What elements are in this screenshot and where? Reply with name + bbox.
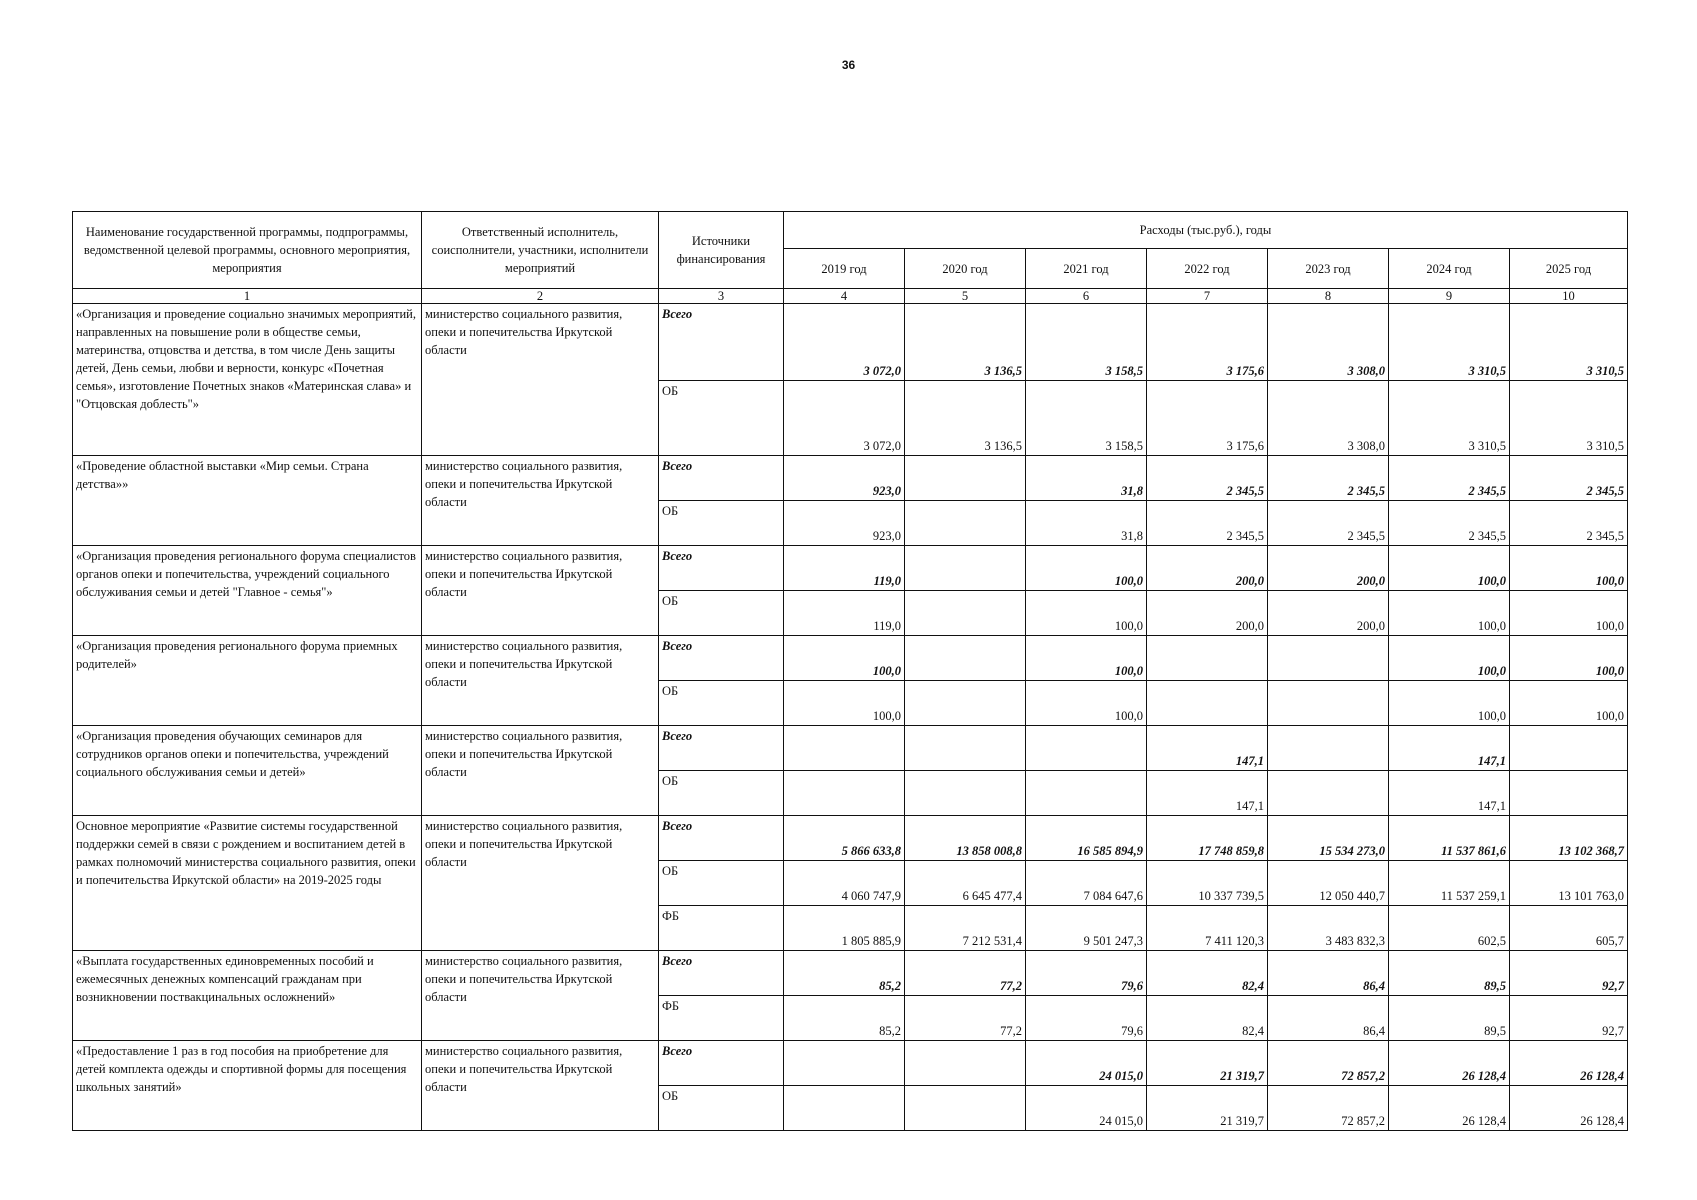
- expense-value: [1147, 681, 1268, 726]
- responsible-executor: министерство социального развития, опеки и попечительства Иркутской области: [422, 304, 659, 456]
- expense-value: 200,0: [1268, 546, 1389, 591]
- table-row: [73, 636, 1628, 681]
- expense-value: 3 175,6: [1147, 381, 1268, 456]
- expense-value: 4 060 747,9: [784, 861, 905, 906]
- expense-value: 3 308,0: [1268, 304, 1389, 381]
- column-number: 3: [659, 289, 784, 304]
- expense-value: 77,2: [905, 951, 1026, 996]
- expense-value: [905, 771, 1026, 816]
- header-year: 2023 год: [1268, 249, 1389, 289]
- expense-value: [1510, 726, 1628, 771]
- table-row: [73, 456, 1628, 501]
- expense-value: [1026, 726, 1147, 771]
- expense-value: [905, 681, 1026, 726]
- column-number: 1: [73, 289, 422, 304]
- expense-value: 200,0: [1147, 546, 1268, 591]
- expense-value: [1026, 771, 1147, 816]
- expense-value: 119,0: [784, 546, 905, 591]
- expense-value: 7 411 120,3: [1147, 906, 1268, 951]
- responsible-executor: министерство социального развития, опеки и попечительства Иркутской области: [422, 456, 659, 546]
- expense-value: 77,2: [905, 996, 1026, 1041]
- table-body: [73, 304, 1628, 1131]
- expense-value: 1 805 885,9: [784, 906, 905, 951]
- expense-value: 100,0: [1510, 636, 1628, 681]
- expense-value: 11 537 259,1: [1389, 861, 1510, 906]
- expense-value: 86,4: [1268, 996, 1389, 1041]
- expense-value: 13 858 008,8: [905, 816, 1026, 861]
- expense-value: [784, 726, 905, 771]
- expense-value: 100,0: [784, 681, 905, 726]
- expense-value: 7 212 531,4: [905, 906, 1026, 951]
- expense-value: 2 345,5: [1389, 501, 1510, 546]
- expense-value: 16 585 894,9: [1026, 816, 1147, 861]
- expense-value: [1510, 771, 1628, 816]
- expense-value: 6 645 477,4: [905, 861, 1026, 906]
- expense-value: [1147, 636, 1268, 681]
- funding-source: Всего: [659, 546, 784, 591]
- expense-value: 92,7: [1510, 951, 1628, 996]
- table-row: [73, 951, 1628, 996]
- expense-value: 15 534 273,0: [1268, 816, 1389, 861]
- expense-value: 100,0: [1389, 546, 1510, 591]
- expense-value: 3 308,0: [1268, 381, 1389, 456]
- header-year: 2021 год: [1026, 249, 1147, 289]
- page-number: 36: [841, 58, 856, 72]
- funding-source: Всего: [659, 951, 784, 996]
- table-row: [73, 304, 1628, 381]
- expense-value: 2 345,5: [1147, 501, 1268, 546]
- expense-value: 100,0: [1026, 546, 1147, 591]
- expense-value: 100,0: [1389, 681, 1510, 726]
- expense-value: 11 537 861,6: [1389, 816, 1510, 861]
- column-number: 6: [1026, 289, 1147, 304]
- funding-source: ФБ: [659, 996, 784, 1041]
- funding-source: ОБ: [659, 381, 784, 456]
- column-number: 4: [784, 289, 905, 304]
- expense-value: 200,0: [1147, 591, 1268, 636]
- expense-value: 85,2: [784, 951, 905, 996]
- expense-value: 10 337 739,5: [1147, 861, 1268, 906]
- expense-value: 2 345,5: [1147, 456, 1268, 501]
- expense-value: 82,4: [1147, 951, 1268, 996]
- expense-value: 147,1: [1147, 771, 1268, 816]
- expense-value: 100,0: [1510, 546, 1628, 591]
- expense-value: 24 015,0: [1026, 1086, 1147, 1131]
- expense-value: 2 345,5: [1268, 501, 1389, 546]
- expense-value: 79,6: [1026, 951, 1147, 996]
- expense-value: 100,0: [1389, 591, 1510, 636]
- table-row: [73, 816, 1628, 861]
- expense-value: [1268, 681, 1389, 726]
- expense-value: 119,0: [784, 591, 905, 636]
- expense-value: 24 015,0: [1026, 1041, 1147, 1086]
- expense-value: 3 310,5: [1510, 381, 1628, 456]
- funding-source: ФБ: [659, 906, 784, 951]
- responsible-executor: министерство социального развития, опеки и попечительства Иркутской области: [422, 1041, 659, 1131]
- expense-value: 13 102 368,7: [1510, 816, 1628, 861]
- expense-value: [905, 501, 1026, 546]
- expense-value: 3 072,0: [784, 381, 905, 456]
- measure-name: «Проведение областной выставки «Мир семьи. Страна детства»»: [73, 456, 422, 546]
- funding-source: ОБ: [659, 861, 784, 906]
- header-year: 2024 год: [1389, 249, 1510, 289]
- funding-source: Всего: [659, 726, 784, 771]
- column-number: 9: [1389, 289, 1510, 304]
- header-expenses: Расходы (тыс.руб.), годы: [784, 212, 1628, 249]
- expense-value: 3 072,0: [784, 304, 905, 381]
- expense-value: 13 101 763,0: [1510, 861, 1628, 906]
- funding-source: ОБ: [659, 501, 784, 546]
- expense-value: [784, 771, 905, 816]
- funding-source: Всего: [659, 636, 784, 681]
- expense-value: [905, 1041, 1026, 1086]
- measure-name: Основное мероприятие «Развитие системы государственной поддержки семей в связи с рождением и воспитанием детей в рамках полномочий министерства социального развития, опеки и попечительства Иркутской области» на 2019-2025 годы: [73, 816, 422, 951]
- expense-value: 100,0: [1389, 636, 1510, 681]
- funding-source: ОБ: [659, 1086, 784, 1131]
- expense-value: [905, 591, 1026, 636]
- expense-value: 147,1: [1147, 726, 1268, 771]
- column-number: 5: [905, 289, 1026, 304]
- expense-value: 100,0: [1026, 636, 1147, 681]
- expense-value: [1268, 636, 1389, 681]
- expense-value: 147,1: [1389, 771, 1510, 816]
- header-year: 2019 год: [784, 249, 905, 289]
- expense-value: 86,4: [1268, 951, 1389, 996]
- header-year: 2025 год: [1510, 249, 1628, 289]
- expense-value: [905, 726, 1026, 771]
- expense-value: 26 128,4: [1389, 1041, 1510, 1086]
- expense-value: 3 483 832,3: [1268, 906, 1389, 951]
- measure-name: «Организация и проведение социально значимых мероприятий, направленных на повышение роли в обществе семьи, материнства, отцовства и детства, в том числе День защиты детей, День семьи, любви и верности, конкурс «Почетная семья», изготовление Почетных знаков «Материнская слава» и "Отцовская доблесть"»: [73, 304, 422, 456]
- responsible-executor: министерство социального развития, опеки и попечительства Иркутской области: [422, 816, 659, 951]
- expense-value: [905, 1086, 1026, 1131]
- expense-value: 7 084 647,6: [1026, 861, 1147, 906]
- measure-name: «Организация проведения регионального форума специалистов органов опеки и попечительства, учреждений социального обслуживания семьи и детей "Главное - семья"»: [73, 546, 422, 636]
- expense-value: 3 310,5: [1389, 381, 1510, 456]
- expense-value: 200,0: [1268, 591, 1389, 636]
- expense-value: 31,8: [1026, 501, 1147, 546]
- expense-value: 2 345,5: [1389, 456, 1510, 501]
- expense-value: [905, 636, 1026, 681]
- funding-source: Всего: [659, 1041, 784, 1086]
- expense-value: 2 345,5: [1268, 456, 1389, 501]
- expense-value: 3 310,5: [1510, 304, 1628, 381]
- expense-value: 5 866 633,8: [784, 816, 905, 861]
- expense-value: [905, 456, 1026, 501]
- funding-source: Всего: [659, 304, 784, 381]
- measure-name: «Предоставление 1 раз в год пособия на приобретение для детей комплекта одежды и спортивной формы для посещения школьных занятий»: [73, 1041, 422, 1131]
- funding-source: Всего: [659, 816, 784, 861]
- expense-value: 3 175,6: [1147, 304, 1268, 381]
- expense-value: 100,0: [1026, 681, 1147, 726]
- header-year: 2020 год: [905, 249, 1026, 289]
- expense-value: 100,0: [1510, 681, 1628, 726]
- expense-value: 89,5: [1389, 951, 1510, 996]
- expense-value: 3 136,5: [905, 304, 1026, 381]
- funding-source: ОБ: [659, 591, 784, 636]
- responsible-executor: министерство социального развития, опеки и попечительства Иркутской области: [422, 726, 659, 816]
- expense-value: 2 345,5: [1510, 501, 1628, 546]
- responsible-executor: министерство социального развития, опеки и попечительства Иркутской области: [422, 636, 659, 726]
- expense-value: [784, 1041, 905, 1086]
- responsible-executor: министерство социального развития, опеки и попечительства Иркутской области: [422, 546, 659, 636]
- measure-name: «Выплата государственных единовременных пособий и ежемесячных денежных компенсаций гражданам при возникновении поствакцинальных осложнений»: [73, 951, 422, 1041]
- expense-value: 147,1: [1389, 726, 1510, 771]
- expense-value: 923,0: [784, 501, 905, 546]
- funding-source: Всего: [659, 456, 784, 501]
- table-row: [73, 726, 1628, 771]
- expense-value: [1268, 726, 1389, 771]
- expense-value: 26 128,4: [1389, 1086, 1510, 1131]
- expense-value: [784, 1086, 905, 1131]
- column-number: 8: [1268, 289, 1389, 304]
- expense-value: 92,7: [1510, 996, 1628, 1041]
- expense-value: 82,4: [1147, 996, 1268, 1041]
- measure-name: «Организация проведения обучающих семинаров для сотрудников органов опеки и попечительства, учреждений социального обслуживания семьи и детей»: [73, 726, 422, 816]
- expense-value: 26 128,4: [1510, 1086, 1628, 1131]
- expense-value: 605,7: [1510, 906, 1628, 951]
- table-row: [73, 1041, 1628, 1086]
- column-number: 7: [1147, 289, 1268, 304]
- expense-value: 602,5: [1389, 906, 1510, 951]
- expense-value: 3 158,5: [1026, 381, 1147, 456]
- expense-value: 3 158,5: [1026, 304, 1147, 381]
- expense-value: 12 050 440,7: [1268, 861, 1389, 906]
- column-number: 2: [422, 289, 659, 304]
- expense-value: 26 128,4: [1510, 1041, 1628, 1086]
- expense-value: 100,0: [784, 636, 905, 681]
- measure-name: «Организация проведения регионального форума приемных родителей»: [73, 636, 422, 726]
- expense-value: 72 857,2: [1268, 1086, 1389, 1131]
- header-program-name: Наименование государственной программы, подпрограммы, ведомственной целевой программы, основного мероприятия, мероприятия: [73, 212, 422, 289]
- expense-value: 100,0: [1026, 591, 1147, 636]
- expense-value: 100,0: [1510, 591, 1628, 636]
- expense-value: 3 310,5: [1389, 304, 1510, 381]
- expense-value: 2 345,5: [1510, 456, 1628, 501]
- expense-value: 21 319,7: [1147, 1041, 1268, 1086]
- expense-value: 17 748 859,8: [1147, 816, 1268, 861]
- expense-value: 89,5: [1389, 996, 1510, 1041]
- funding-source: ОБ: [659, 771, 784, 816]
- expense-value: 79,6: [1026, 996, 1147, 1041]
- table-row: [73, 546, 1628, 591]
- header-funding-source: Источники финансирования: [659, 212, 784, 289]
- expenses-table: [72, 211, 1628, 1131]
- header-executor: Ответственный исполнитель, соисполнители, участники, исполнители мероприятий: [422, 212, 659, 289]
- header-year: 2022 год: [1147, 249, 1268, 289]
- expense-value: 923,0: [784, 456, 905, 501]
- expense-value: [1268, 771, 1389, 816]
- column-number: 10: [1510, 289, 1628, 304]
- responsible-executor: министерство социального развития, опеки и попечительства Иркутской области: [422, 951, 659, 1041]
- expense-value: [905, 546, 1026, 591]
- expense-value: 9 501 247,3: [1026, 906, 1147, 951]
- expense-value: 3 136,5: [905, 381, 1026, 456]
- expense-value: 31,8: [1026, 456, 1147, 501]
- expense-value: 72 857,2: [1268, 1041, 1389, 1086]
- expense-value: 85,2: [784, 996, 905, 1041]
- funding-source: ОБ: [659, 681, 784, 726]
- expense-value: 21 319,7: [1147, 1086, 1268, 1131]
